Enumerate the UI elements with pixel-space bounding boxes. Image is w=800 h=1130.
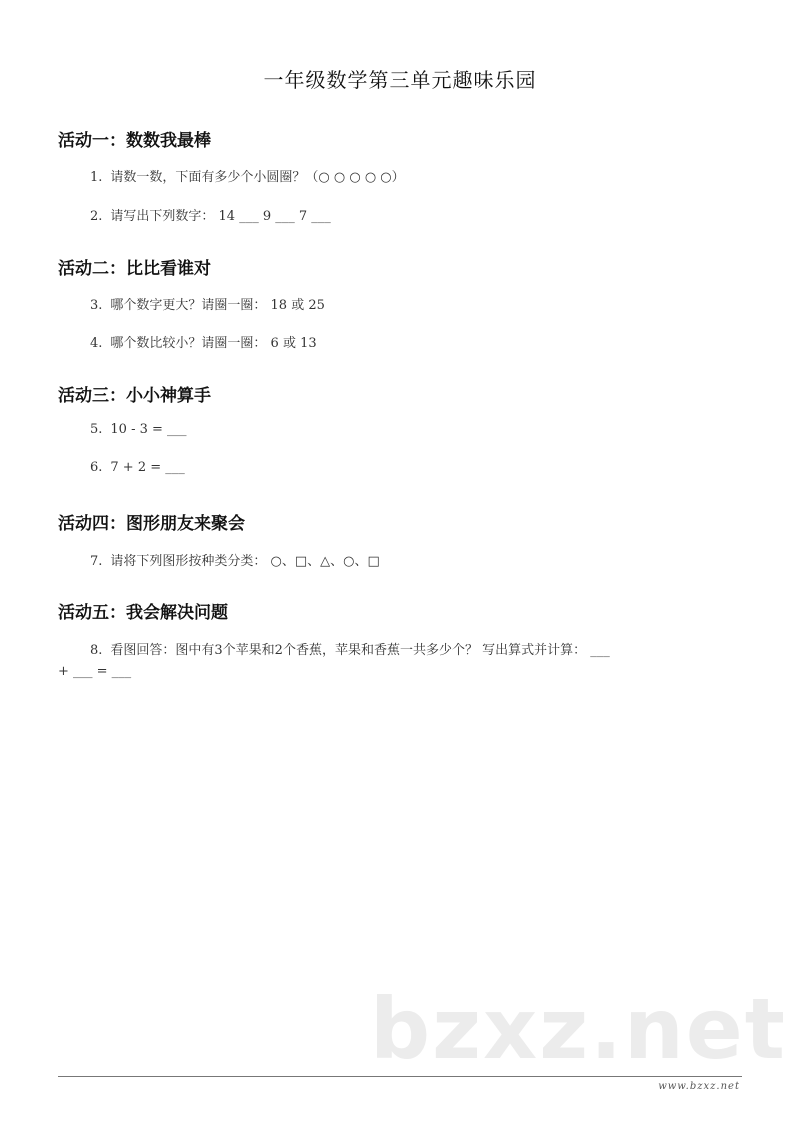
question-1 bbox=[90, 166, 405, 185]
question-text: 请写出下列数字： 14 ___ 9 ___ 7 ___ bbox=[110, 209, 331, 224]
question-8-continuation: + ___ = ___ bbox=[58, 664, 132, 679]
question-text: 哪个数字更大？请圈一圈： 18 或 25 bbox=[110, 298, 325, 313]
question-text: 请将下列图形按种类分类： ○、□、△、○、□ bbox=[110, 554, 380, 569]
page-title: 一年级数学第三单元趣味乐园 bbox=[263, 68, 537, 92]
question-number: 3. bbox=[90, 298, 103, 313]
question-number: 6. bbox=[90, 460, 103, 475]
question-number: 7. bbox=[90, 554, 103, 569]
question-number: 5. bbox=[90, 422, 103, 437]
section-heading-1: 活动一：数数我最棒 bbox=[58, 131, 211, 151]
section-heading-4: 活动四：图形朋友来聚会 bbox=[58, 514, 245, 534]
footer-divider bbox=[58, 1076, 742, 1077]
question-text: 10 - 3 = ___ bbox=[110, 422, 187, 437]
question-8 bbox=[90, 639, 610, 658]
question-text: 看图回答：图中有3个苹果和2个香蕉，苹果和香蕉一共多少个？ 写出算式并计算： ___ bbox=[110, 643, 610, 658]
question-2 bbox=[90, 205, 331, 224]
question-4 bbox=[90, 332, 317, 351]
section-heading-2: 活动二：比比看谁对 bbox=[58, 259, 211, 279]
question-6 bbox=[90, 460, 185, 475]
question-text: 哪个数比较小？请圈一圈： 6 或 13 bbox=[110, 336, 317, 351]
section-heading-5: 活动五：我会解决问题 bbox=[58, 603, 228, 623]
question-3 bbox=[90, 294, 325, 313]
section-heading-3: 活动三：小小神算手 bbox=[58, 386, 211, 406]
footer-url: www.bzxz.net bbox=[658, 1081, 740, 1092]
question-text: 7 + 2 = ___ bbox=[110, 460, 185, 475]
question-number: 8. bbox=[90, 643, 103, 658]
question-5 bbox=[90, 422, 187, 437]
question-number: 1. bbox=[90, 170, 103, 185]
question-number: 4. bbox=[90, 336, 103, 351]
question-number: 2. bbox=[90, 209, 103, 224]
watermark: bzxz.net bbox=[370, 980, 787, 1078]
question-7 bbox=[90, 550, 380, 569]
question-text: 请数一数，下面有多少个小圆圈？（○ ○ ○ ○ ○） bbox=[110, 170, 405, 185]
